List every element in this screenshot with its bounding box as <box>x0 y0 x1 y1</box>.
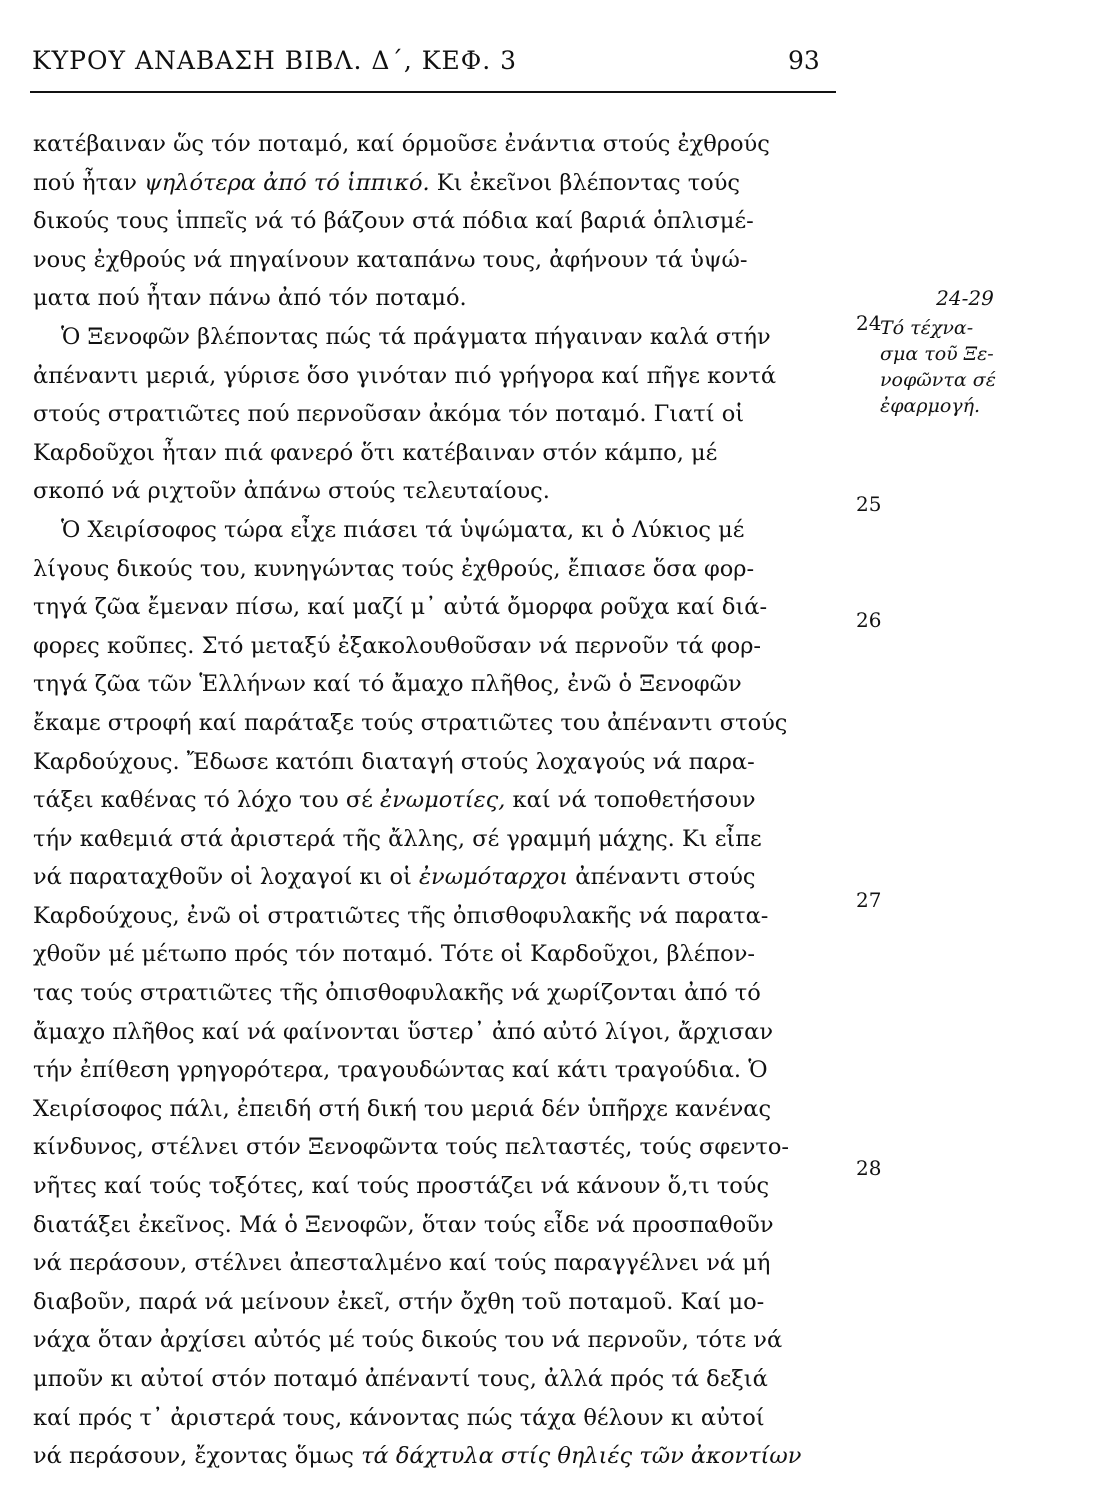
sidenote-line: ἐφαρμογή. <box>880 395 981 417</box>
body-text <box>33 125 841 1476</box>
text-line <box>33 781 841 820</box>
text-line: τήν καθεμιά στά ἀριστερά τῆς ἄλλης, σέ γραμμή μάχης. Κι εἶπε <box>33 825 762 852</box>
text-span: Κι ἐκεῖνοι βλέποντας τούς <box>429 169 741 196</box>
text-line <box>33 858 841 897</box>
text-span: πού ἦταν <box>33 169 145 196</box>
text-line: διαβοῦν, παρά νά μείνουν ἐκεῖ, στήν ὄχθη τοῦ ποταμοῦ. Καί μο- <box>33 1288 765 1315</box>
header-rule <box>30 91 836 93</box>
text-line: νά περάσουν, στέλνει ἀπεσταλμένο καί τούς παραγγέλνει νά μή <box>33 1250 771 1277</box>
running-header-title: ΚΥΡΟΥ ΑΝΑΒΑΣΗ ΒΙΒΛ. Δ΄, ΚΕΦ. 3 <box>32 46 518 75</box>
text-line: Καρδούχους. Ἔδωσε κατόπι διαταγή στούς λοχαγούς νά παρα- <box>33 748 755 775</box>
italic-phrase: ψηλότερα ἀπό τό ἱππικό. <box>144 169 430 196</box>
text-line <box>33 1437 841 1476</box>
text-span: νά περάσουν, ἔχοντας ὅμως <box>33 1443 362 1470</box>
text-line: τηγά ζῶα τῶν Ἑλλήνων καί τό ἄμαχο πλῆθος, ἐνῶ ὁ Ξενοφῶν <box>33 671 742 698</box>
text-span: ἀπέναντι στούς <box>568 864 756 891</box>
text-line: Χειρίσοφος πάλι, ἐπειδή στή δική του μεριά δέν ὑπῆρχε κανένας <box>33 1095 772 1122</box>
section-number: 25 <box>856 492 882 516</box>
text-line: λίγους δικούς του, κυνηγώντας τούς ἐχθρούς, ἔπιασε ὅσα φορ- <box>33 555 755 582</box>
text-line: στούς στρατιῶτες πού περνοῦσαν ἀκόμα τόν ποταμό. Γιατί οἱ <box>33 401 745 428</box>
text-line: Ὁ Ξενοφῶν βλέποντας πώς τά πράγματα πήγαιναν καλά στήν <box>61 323 771 350</box>
page-number: 93 <box>788 46 820 75</box>
text-line: ἄμαχο πλῆθος καί νά φαίνονται ὕστερ᾽ ἀπό αὐτό λίγοι, ἄρχισαν <box>33 1018 774 1045</box>
text-line: διατάξει ἐκεῖνος. Μά ὁ Ξενοφῶν, ὅταν τούς εἶδε νά προσπαθοῦν <box>33 1211 774 1238</box>
text-line: χθοῦν μέ μέτωπο πρός τόν ποταμό. Τότε οἱ Καρδοῦχοι, βλέπον- <box>33 941 755 968</box>
text-line: τήν ἐπίθεση γρηγορότερα, τραγουδώντας καί κάτι τραγούδια. Ὁ <box>33 1057 768 1084</box>
italic-term: ἐνωμόταρχοι <box>418 864 569 891</box>
text-line: Καρδοῦχοι ἦταν πιά φανερό ὅτι κατέβαιναν στόν κάμπο, μέ <box>33 439 718 466</box>
text-line: δικούς τους ἱππεῖς νά τό βάζουν στά πόδια καί βαριά ὁπλισμέ- <box>33 208 754 235</box>
sidenote-line: σμα τοῦ Ξε- <box>880 343 994 365</box>
text-line: καί πρός τ᾽ ἀριστερά τους, κάνοντας πώς τάχα θέλουν κι αὐτοί <box>33 1404 765 1431</box>
text-line: σκοπό νά ριχτοῦν ἀπάνω στούς τελευταίους. <box>33 478 550 505</box>
text-span: νά παραταχθοῦν οἱ λοχαγοί κι οἱ <box>33 864 419 891</box>
text-line: Καρδούχους, ἐνῶ οἱ στρατιῶτες τῆς ὀπισθοφυλακῆς νά παρατα- <box>33 902 769 929</box>
section-number: 26 <box>856 608 882 632</box>
text-span: καί νά τοποθετήσουν <box>505 787 756 814</box>
text-line: νους ἐχθρούς νά πηγαίνουν καταπάνω τους, ἀφήνουν τά ὑψώ- <box>33 246 748 273</box>
section-number: 28 <box>856 1156 882 1180</box>
text-span: τάξει καθένας τό λόχο του σέ <box>33 787 381 814</box>
text-line: νῆτες καί τούς τοξότες, καί τούς προστάζει νά κάνουν ὅ,τι τούς <box>33 1173 770 1200</box>
text-line: τηγά ζῶα ἔμεναν πίσω, καί μαζί μ᾽ αὐτά ὄμορφα ροῦχα καί διά- <box>33 594 768 621</box>
section-number: 24 <box>856 311 882 335</box>
sidenote-range: 24-29 <box>936 286 994 310</box>
text-line: ματα πού ἦταν πάνω ἀπό τόν ποταμό. <box>33 285 467 312</box>
italic-term: ἐνωμοτίες, <box>380 787 506 814</box>
text-line: ἀπέναντι μεριά, γύρισε ὅσο γινόταν πιό γρήγορα καί πῆγε κοντά <box>33 362 777 389</box>
text-line: ἔκαμε στροφή καί παράταξε τούς στρατιῶτες του ἀπέναντι στούς <box>33 709 788 736</box>
text-line: κίνδυνος, στέλνει στόν Ξενοφῶντα τούς πελταστές, τούς σφεντο- <box>33 1134 790 1161</box>
sidenote-line: Τό τέχνα- <box>880 317 974 339</box>
margin-sidenote <box>880 285 1050 419</box>
text-line: φορες κοῦπες. Στό μεταξύ ἐξακολουθοῦσαν νά περνοῦν τά φορ- <box>33 632 762 659</box>
section-number: 27 <box>856 888 882 912</box>
text-line: κατέβαιναν ὥς τόν ποταμό, καί όρμοῦσε ἐνάντια στούς ἐχθρούς <box>33 131 770 157</box>
sidenote-line: νοφῶντα σέ <box>880 369 996 391</box>
text-line: τας τούς στρατιῶτες τῆς ὀπισθοφυλακῆς νά χωρίζονται ἀπό τό <box>33 980 761 1007</box>
text-line: μποῦν κι αὐτοί στόν ποταμό ἀπέναντί τους, ἀλλά πρός τά δεξιά <box>33 1366 768 1392</box>
text-line: Ὁ Χειρίσοφος τώρα εἶχε πιάσει τά ὑψώματα, κι ὁ Λύκιος μέ <box>61 516 745 543</box>
italic-phrase: τά δάχτυλα στίς θηλιές τῶν ἀκοντίων <box>361 1443 802 1470</box>
text-line <box>33 164 841 203</box>
text-line: νάχα ὅταν ἀρχίσει αὐτός μέ τούς δικούς του νά περνοῦν, τότε νά <box>33 1327 783 1354</box>
